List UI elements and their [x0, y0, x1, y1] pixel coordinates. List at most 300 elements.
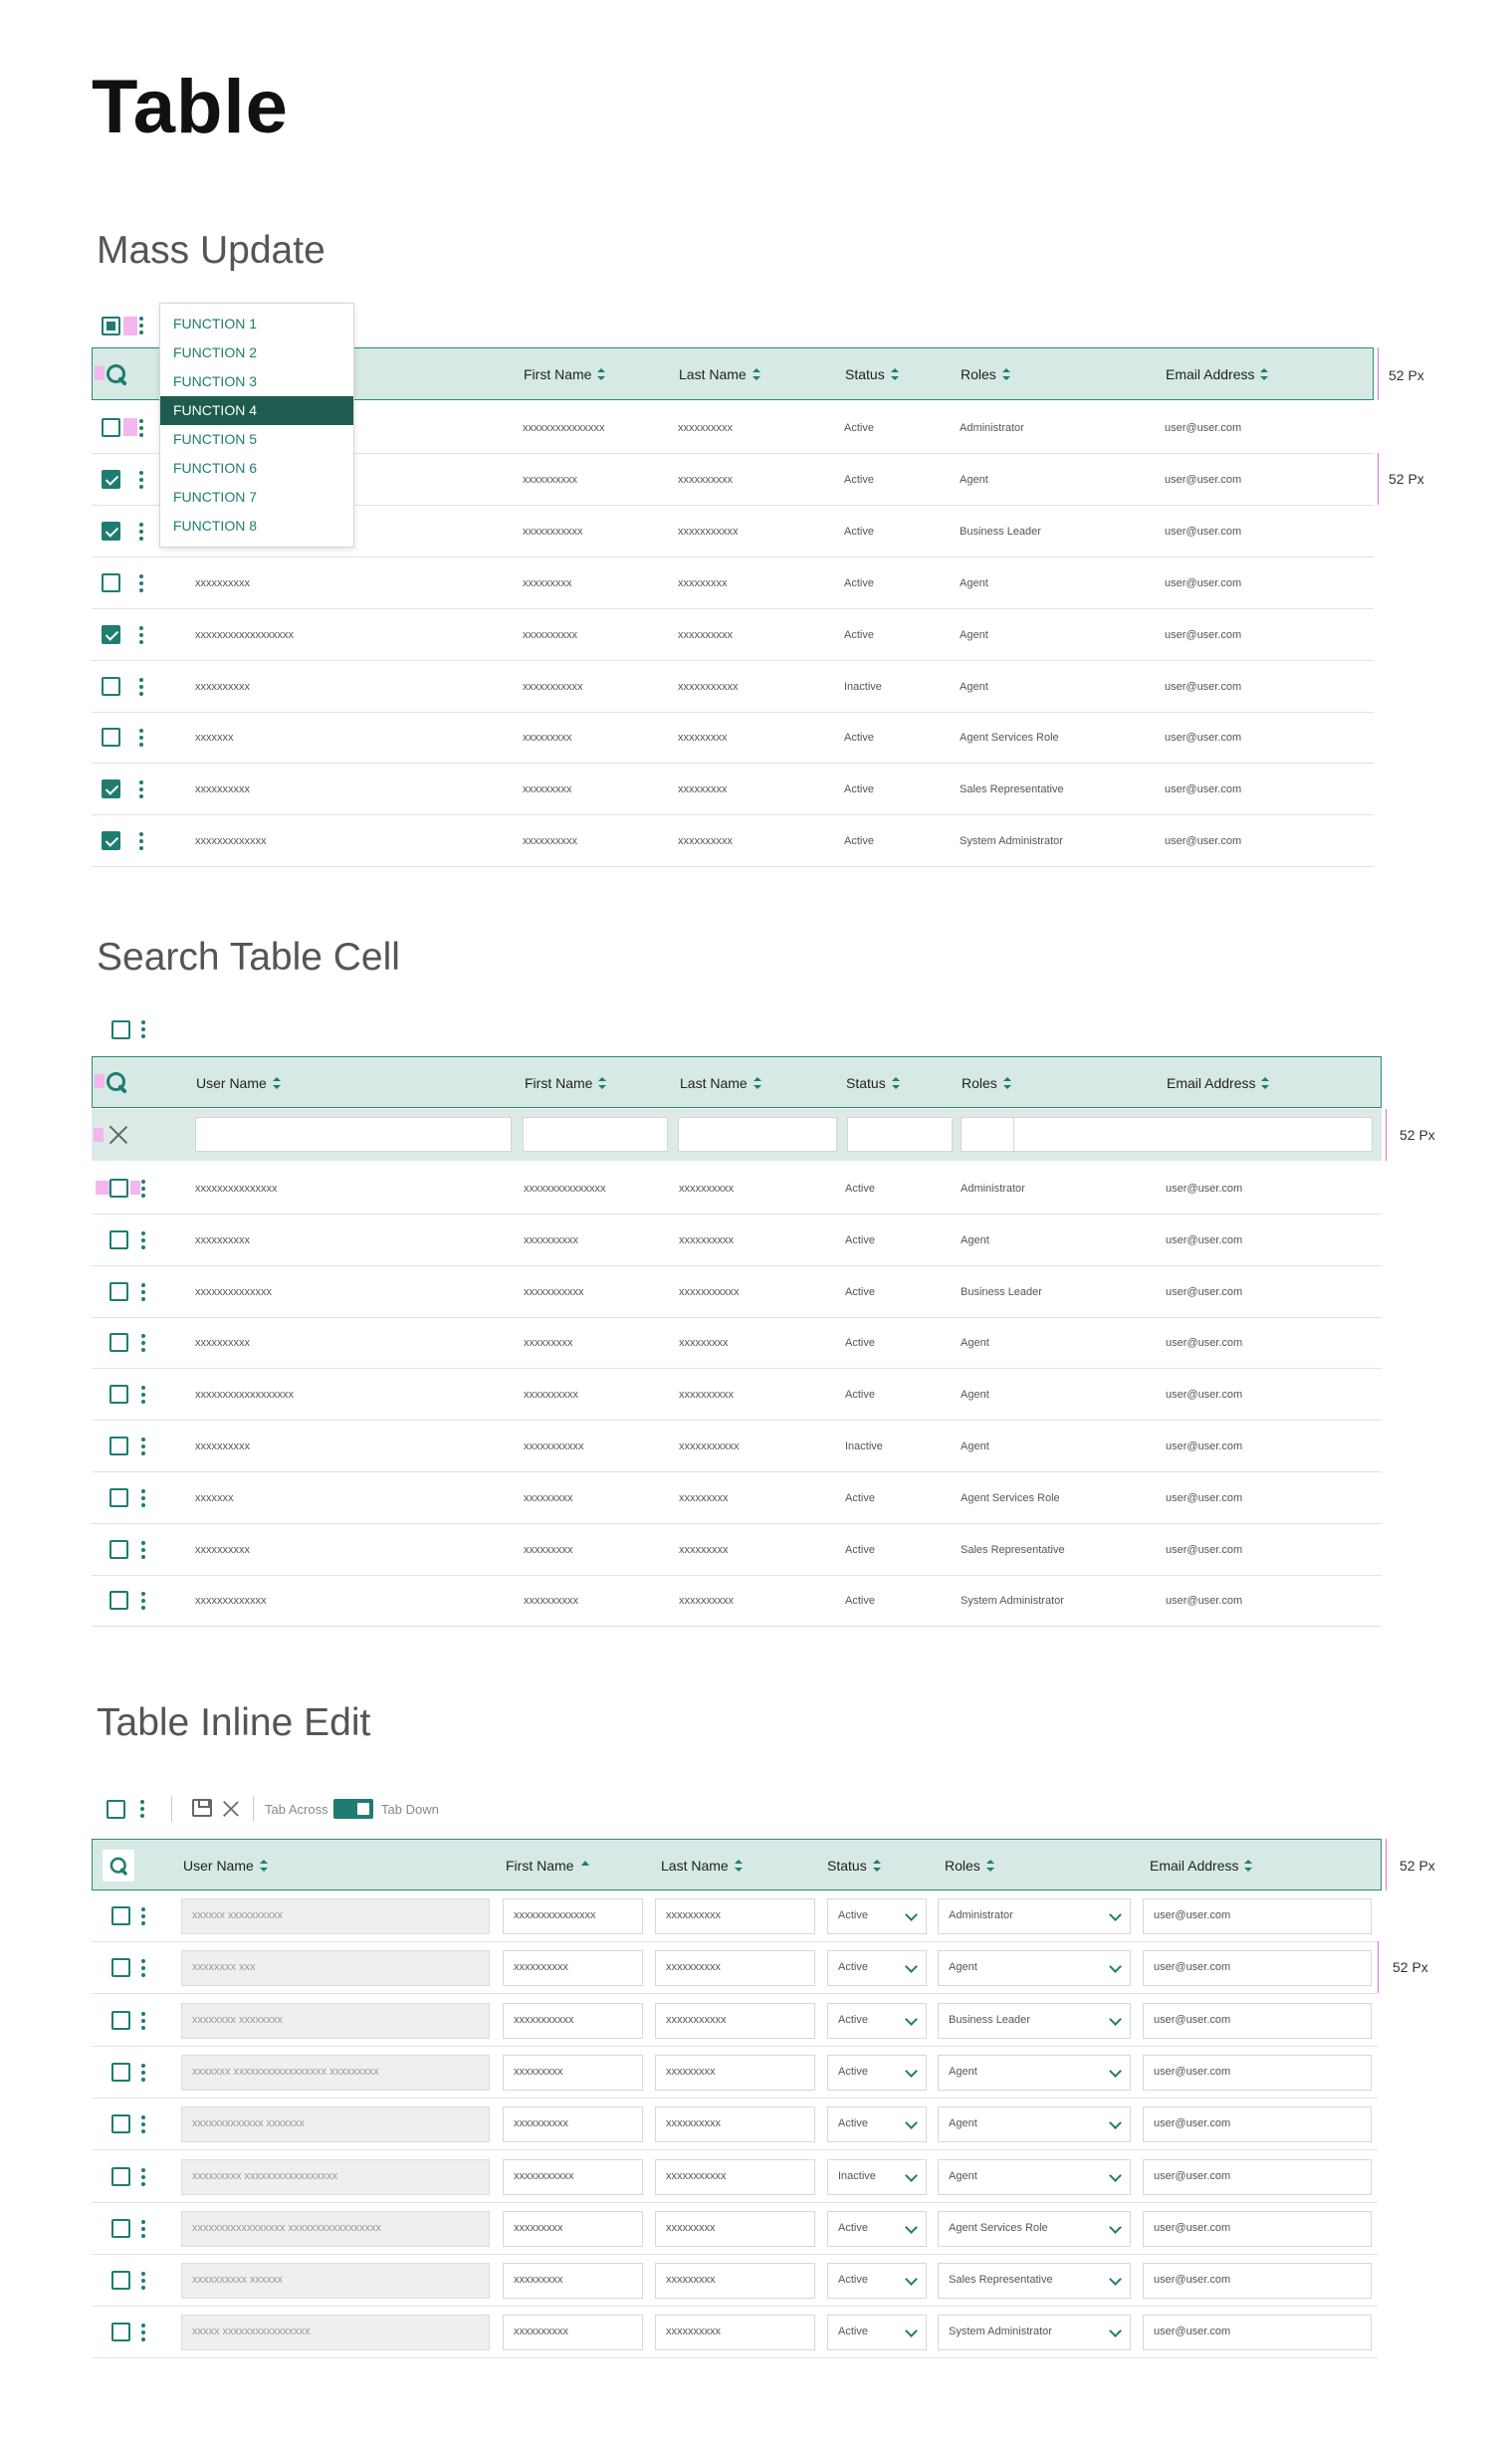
- tab-direction-toggle[interactable]: [333, 1799, 373, 1819]
- col-header-last-name[interactable]: Last Name: [680, 1075, 761, 1091]
- menu-item-function-4[interactable]: FUNCTION 4: [160, 396, 353, 425]
- dimension-marker: [1378, 453, 1379, 505]
- cell-role: Agent: [961, 1389, 989, 1401]
- chevron-down-icon: [906, 2327, 917, 2337]
- cell-role: Agent: [960, 474, 988, 486]
- row-actions-icon[interactable]: [141, 1438, 145, 1455]
- input-user-name: xxxxxxxxxxxxxxxxx xxxxxxxxxxxxxxxxx: [181, 2211, 490, 2247]
- toolbar-divider: [171, 1796, 172, 1822]
- dimension-marker: [1386, 1839, 1387, 1890]
- tab-across-label: Tab Across: [265, 1802, 328, 1817]
- row-actions-icon[interactable]: [141, 2272, 145, 2290]
- search-table-header: [92, 1056, 1382, 1108]
- filter-input-last-name[interactable]: [678, 1117, 837, 1152]
- row-checkbox[interactable]: [111, 2219, 130, 2238]
- row-actions-icon[interactable]: [141, 1231, 145, 1249]
- select-status[interactable]: [827, 2055, 927, 2091]
- select-role[interactable]: [938, 2263, 1131, 2299]
- input-email[interactable]: user@user.com: [1143, 2211, 1372, 2247]
- input-user-name: xxxxxxx xxxxxxxxxxxxxxxxx xxxxxxxxx: [181, 2055, 490, 2091]
- chevron-down-icon: [1110, 2275, 1121, 2286]
- filter-input-status[interactable]: [847, 1117, 953, 1152]
- sort-icon: [597, 368, 605, 380]
- input-first-name[interactable]: xxxxxxxxx: [503, 2211, 643, 2247]
- col-header-roles[interactable]: Roles: [945, 1858, 994, 1874]
- row-actions-icon[interactable]: [139, 419, 143, 437]
- search-icon: [110, 1858, 129, 1877]
- cell-last-name: xxxxxxxxx: [678, 783, 728, 795]
- row-checkbox[interactable]: [109, 1230, 128, 1249]
- row-actions-icon[interactable]: [139, 832, 143, 850]
- select-status[interactable]: [827, 2263, 927, 2299]
- menu-item-function-3[interactable]: FUNCTION 3: [173, 373, 257, 389]
- row-actions-icon[interactable]: [139, 626, 143, 644]
- select-status-value: Active: [838, 2014, 868, 2026]
- col-header-status[interactable]: Status: [846, 1075, 900, 1091]
- select-role-value: Sales Representative: [949, 2274, 1053, 2286]
- col-header-email[interactable]: Email Address: [1166, 366, 1268, 382]
- search-icon[interactable]: [107, 1072, 128, 1094]
- sort-icon: [1261, 1077, 1269, 1089]
- input-last-name[interactable]: xxxxxxxxxxx: [655, 2159, 815, 2195]
- cell-role: Administrator: [960, 422, 1024, 434]
- col-header-first-name[interactable]: First Name: [506, 1858, 589, 1874]
- select-status[interactable]: [827, 2107, 927, 2142]
- input-email[interactable]: user@user.com: [1143, 2107, 1372, 2142]
- cell-last-name: xxxxxxxxx: [679, 1544, 729, 1556]
- row-checkbox[interactable]: [111, 2271, 130, 2290]
- cell-email: user@user.com: [1166, 1595, 1243, 1607]
- input-last-name[interactable]: xxxxxxxxx: [655, 2211, 815, 2247]
- cell-user-name: xxxxxxxxxx: [195, 681, 250, 693]
- select-role-value: Agent: [949, 1961, 977, 1973]
- input-last-name[interactable]: xxxxxxxxxx: [655, 2315, 815, 2350]
- cell-first-name: xxxxxxxxxx: [524, 1595, 578, 1607]
- cell-status: Active: [845, 1337, 875, 1349]
- spacing-marker: [95, 1074, 105, 1088]
- chevron-down-icon: [1110, 1962, 1121, 1973]
- input-email[interactable]: user@user.com: [1143, 2003, 1372, 2039]
- sort-icon: [735, 1860, 743, 1872]
- col-header-first-name[interactable]: First Name: [525, 1075, 606, 1091]
- sort-icon: [260, 1860, 268, 1872]
- cell-status: Active: [845, 1389, 875, 1401]
- col-header-last-name[interactable]: Last Name: [679, 366, 760, 382]
- sort-icon: [273, 1077, 281, 1089]
- cell-email: user@user.com: [1165, 681, 1242, 693]
- select-all-checkbox[interactable]: [111, 1020, 130, 1039]
- row-checkbox[interactable]: [111, 2063, 130, 2082]
- mass-actions-menu-icon[interactable]: [139, 317, 143, 334]
- row-actions-icon[interactable]: [139, 574, 143, 592]
- filter-input-roles[interactable]: [961, 1117, 1014, 1152]
- cell-status: Active: [845, 1183, 875, 1195]
- row-checkbox[interactable]: [109, 1385, 128, 1404]
- cell-status: Active: [844, 422, 874, 434]
- chevron-down-icon: [906, 2223, 917, 2234]
- cell-first-name: xxxxxxxxxx: [523, 474, 577, 486]
- chevron-down-icon: [906, 2067, 917, 2078]
- input-user-name: xxxxxx xxxxxxxxxx: [181, 1898, 490, 1934]
- select-status-value: Active: [838, 1909, 868, 1921]
- row-checkbox[interactable]: [109, 1179, 128, 1198]
- cell-user-name: xxxxxxxxxx: [195, 577, 250, 589]
- sort-icon: [1244, 1860, 1252, 1872]
- row-actions-icon[interactable]: [141, 1180, 145, 1198]
- cell-status: Active: [844, 732, 874, 744]
- select-role[interactable]: [938, 2211, 1131, 2247]
- dimension-label: 52 Px: [1389, 367, 1424, 383]
- select-role[interactable]: [938, 1898, 1131, 1934]
- row-checkbox[interactable]: [102, 779, 120, 798]
- input-first-name[interactable]: xxxxxxxxx: [503, 2263, 643, 2299]
- cell-status: Active: [845, 1492, 875, 1504]
- col-header-user-name[interactable]: User Name: [183, 1858, 268, 1874]
- input-email[interactable]: user@user.com: [1143, 2263, 1372, 2299]
- input-user-name: xxxxxxxx xxxxxxxx: [181, 2003, 490, 2039]
- row-divider: [92, 866, 1374, 867]
- chevron-down-icon: [1110, 2327, 1121, 2337]
- spacing-marker: [123, 317, 137, 335]
- chevron-down-icon: [1110, 2171, 1121, 2182]
- cell-user-name: xxxxxxxxxxxxx: [195, 1595, 267, 1607]
- select-status[interactable]: [827, 2159, 927, 2195]
- select-status[interactable]: [827, 1898, 927, 1934]
- cell-status: Active: [844, 629, 874, 641]
- cell-email: user@user.com: [1166, 1441, 1243, 1452]
- cell-email: user@user.com: [1165, 577, 1242, 589]
- select-status-value: Active: [838, 2117, 868, 2129]
- cell-last-name: xxxxxxxxx: [678, 732, 728, 744]
- select-status[interactable]: [827, 1950, 927, 1986]
- row-actions-icon[interactable]: [141, 1334, 145, 1352]
- save-icon[interactable]: [192, 1799, 212, 1817]
- menu-item-function-7[interactable]: FUNCTION 7: [173, 489, 257, 505]
- cell-last-name: xxxxxxxxxx: [679, 1183, 734, 1195]
- row-actions-icon[interactable]: [141, 1489, 145, 1507]
- cell-status: Active: [845, 1286, 875, 1298]
- cell-user-name: xxxxxxxxxxxxxx: [195, 1286, 272, 1298]
- page-title: Table: [92, 65, 289, 149]
- cell-role: Sales Representative: [961, 1544, 1065, 1556]
- cell-last-name: xxxxxxxxxx: [678, 629, 733, 641]
- row-actions-icon[interactable]: [141, 1907, 145, 1925]
- cell-first-name: xxxxxxxxxxx: [524, 1441, 584, 1452]
- row-checkbox[interactable]: [102, 677, 120, 696]
- cell-status: Inactive: [845, 1441, 883, 1452]
- row-actions-icon[interactable]: [139, 780, 143, 798]
- row-actions-icon[interactable]: [139, 471, 143, 489]
- input-last-name[interactable]: xxxxxxxxxx: [655, 2107, 815, 2142]
- cell-role: Agent: [961, 1441, 989, 1452]
- select-role[interactable]: [938, 1950, 1131, 1986]
- chevron-down-icon: [1110, 1910, 1121, 1921]
- input-last-name[interactable]: xxxxxxxxx: [655, 2055, 815, 2091]
- select-role[interactable]: [938, 2055, 1131, 2091]
- row-actions-icon[interactable]: [141, 1541, 145, 1559]
- cell-role: Agent: [961, 1337, 989, 1349]
- cell-email: user@user.com: [1165, 474, 1242, 486]
- cell-status: Inactive: [844, 681, 882, 693]
- sort-icon: [1002, 368, 1010, 380]
- cell-role: Business Leader: [961, 1286, 1042, 1298]
- spacing-marker: [130, 1181, 140, 1195]
- cell-last-name: xxxxxxxxxx: [679, 1234, 734, 1246]
- select-role[interactable]: [938, 2315, 1131, 2350]
- cell-status: Active: [844, 474, 874, 486]
- col-header-last-name[interactable]: Last Name: [661, 1858, 743, 1874]
- filter-input-first-name[interactable]: [523, 1117, 668, 1152]
- input-user-name: xxxxxxxxxxxxx xxxxxxx: [181, 2107, 490, 2142]
- row-checkbox[interactable]: [109, 1333, 128, 1352]
- row-checkbox[interactable]: [102, 573, 120, 592]
- input-first-name[interactable]: xxxxxxxxxxxxxxx: [503, 1898, 643, 1934]
- cell-status: Active: [844, 783, 874, 795]
- input-last-name[interactable]: xxxxxxxxxx: [655, 1950, 815, 1986]
- row-checkbox[interactable]: [109, 1282, 128, 1301]
- cell-first-name: xxxxxxxxxx: [523, 835, 577, 847]
- cell-status: Active: [844, 577, 874, 589]
- table-actions-menu-icon[interactable]: [140, 1800, 144, 1818]
- cell-first-name: xxxxxxxxx: [524, 1492, 573, 1504]
- select-role-value: Administrator: [949, 1909, 1013, 1921]
- select-role-value: Agent Services Role: [949, 2222, 1048, 2234]
- row-actions-icon[interactable]: [141, 2220, 145, 2238]
- dimension-marker: [1386, 1109, 1387, 1161]
- row-checkbox[interactable]: [102, 728, 120, 747]
- dimension-label: 52 Px: [1400, 1127, 1435, 1143]
- dimension-label: 52 Px: [1389, 471, 1424, 487]
- cell-email: user@user.com: [1165, 422, 1242, 434]
- row-checkbox[interactable]: [109, 1540, 128, 1559]
- select-role-value: Agent: [949, 2066, 977, 2078]
- input-email[interactable]: user@user.com: [1143, 2055, 1372, 2091]
- cell-role: System Administrator: [960, 835, 1063, 847]
- cell-email: user@user.com: [1165, 526, 1242, 538]
- input-last-name[interactable]: xxxxxxxxxxx: [655, 2003, 815, 2039]
- col-header-status[interactable]: Status: [845, 366, 899, 382]
- cell-status: Active: [844, 526, 874, 538]
- chevron-down-icon: [906, 1910, 917, 1921]
- select-status[interactable]: [827, 2003, 927, 2039]
- cell-role: Business Leader: [960, 526, 1041, 538]
- cell-first-name: xxxxxxxxxx: [524, 1234, 578, 1246]
- cell-email: user@user.com: [1165, 732, 1242, 744]
- cell-last-name: xxxxxxxxx: [678, 577, 728, 589]
- menu-item-function-8[interactable]: FUNCTION 8: [173, 518, 257, 534]
- input-last-name[interactable]: xxxxxxxxx: [655, 2263, 815, 2299]
- col-header-first-name[interactable]: First Name: [524, 366, 605, 382]
- row-checkbox[interactable]: [109, 1437, 128, 1455]
- cell-first-name: xxxxxxxxxxx: [523, 526, 583, 538]
- select-status[interactable]: [827, 2211, 927, 2247]
- row-checkbox[interactable]: [102, 831, 120, 850]
- col-header-roles[interactable]: Roles: [961, 366, 1010, 382]
- cell-email: user@user.com: [1165, 835, 1242, 847]
- row-actions-icon[interactable]: [141, 2064, 145, 2082]
- row-actions-icon[interactable]: [139, 678, 143, 696]
- input-email[interactable]: user@user.com: [1143, 2159, 1372, 2195]
- col-header-status[interactable]: Status: [827, 1858, 881, 1874]
- sort-icon: [892, 1077, 900, 1089]
- sort-icon: [891, 368, 899, 380]
- col-header-roles[interactable]: Roles: [962, 1075, 1011, 1091]
- row-actions-icon[interactable]: [141, 2115, 145, 2133]
- col-header-user-name[interactable]: User Name: [196, 1075, 281, 1091]
- row-checkbox[interactable]: [102, 522, 120, 541]
- row-actions-icon[interactable]: [141, 2168, 145, 2186]
- cell-user-name: xxxxxxxxxxxxxxx: [195, 1183, 278, 1195]
- cell-email: user@user.com: [1166, 1337, 1243, 1349]
- cell-email: user@user.com: [1166, 1544, 1243, 1556]
- cell-first-name: xxxxxxxxxx: [523, 629, 577, 641]
- row-checkbox[interactable]: [111, 2114, 130, 2133]
- input-first-name[interactable]: xxxxxxxxx: [503, 2055, 643, 2091]
- select-status-value: Active: [838, 2066, 868, 2078]
- input-user-name: xxxxxxxx xxx: [181, 1950, 490, 1986]
- row-actions-icon[interactable]: [141, 1959, 145, 1977]
- row-actions-icon[interactable]: [141, 1283, 145, 1301]
- sort-icon: [986, 1860, 994, 1872]
- col-header-email[interactable]: Email Address: [1167, 1075, 1269, 1091]
- cell-first-name: xxxxxxxxxxx: [524, 1286, 584, 1298]
- section-title-table-inline-edit: Table Inline Edit: [97, 1701, 371, 1744]
- menu-item-function-2[interactable]: FUNCTION 2: [173, 344, 257, 360]
- select-status-value: Active: [838, 2326, 868, 2337]
- row-checkbox[interactable]: [111, 1958, 130, 1977]
- cell-last-name: xxxxxxxxx: [679, 1492, 729, 1504]
- cell-last-name: xxxxxxxxxx: [679, 1389, 734, 1401]
- cell-role: System Administrator: [961, 1595, 1064, 1607]
- spacing-marker: [96, 1181, 109, 1195]
- cell-first-name: xxxxxxxxx: [524, 1544, 573, 1556]
- input-first-name[interactable]: xxxxxxxxxx: [503, 2107, 643, 2142]
- toolbar-divider: [253, 1796, 254, 1822]
- cell-email: user@user.com: [1165, 783, 1242, 795]
- dimension-marker: [1378, 347, 1379, 400]
- function-menu: [159, 303, 354, 548]
- select-role-value: System Administrator: [949, 2326, 1052, 2337]
- row-actions-icon[interactable]: [141, 2324, 145, 2341]
- row-actions-icon[interactable]: [141, 2012, 145, 2030]
- menu-item-function-5[interactable]: FUNCTION 5: [173, 431, 257, 447]
- row-divider: [92, 1993, 1378, 1994]
- cancel-icon[interactable]: [223, 1801, 240, 1818]
- clear-filter-icon[interactable]: [108, 1125, 128, 1145]
- spacing-marker: [94, 1128, 104, 1142]
- cell-role: Agent Services Role: [961, 1492, 1060, 1504]
- row-actions-icon[interactable]: [141, 1592, 145, 1610]
- cell-first-name: xxxxxxxxx: [524, 1337, 573, 1349]
- input-last-name[interactable]: xxxxxxxxxx: [655, 1898, 815, 1934]
- row-divider: [92, 2149, 1378, 2150]
- row-checkbox[interactable]: [111, 2323, 130, 2341]
- tab-down-label: Tab Down: [381, 1802, 439, 1817]
- chevron-down-icon: [906, 2118, 917, 2129]
- cell-last-name: xxxxxxxxxxx: [678, 681, 739, 693]
- filter-input-email[interactable]: [1013, 1117, 1373, 1152]
- dimension-label: 52 Px: [1400, 1858, 1435, 1874]
- cell-user-name: xxxxxxx: [195, 732, 234, 744]
- row-checkbox[interactable]: [102, 625, 120, 644]
- cell-role: Agent: [961, 1234, 989, 1246]
- cell-status: Active: [845, 1595, 875, 1607]
- select-status[interactable]: [827, 2315, 927, 2350]
- row-checkbox[interactable]: [111, 2167, 130, 2186]
- cell-last-name: xxxxxxxxxxx: [678, 526, 739, 538]
- cell-email: user@user.com: [1166, 1492, 1243, 1504]
- cell-user-name: xxxxxxxxxx: [195, 1337, 250, 1349]
- input-first-name[interactable]: xxxxxxxxxx: [503, 1950, 643, 1986]
- filter-input-user-name[interactable]: [195, 1117, 512, 1152]
- select-all-checkbox[interactable]: [102, 317, 120, 335]
- row-actions-icon[interactable]: [139, 523, 143, 541]
- chevron-down-icon: [1110, 2067, 1121, 2078]
- cell-user-name: xxxxxxxxxxxxx: [195, 835, 267, 847]
- cell-first-name: xxxxxxxxx: [523, 732, 572, 744]
- select-role[interactable]: [938, 2003, 1131, 2039]
- input-email[interactable]: user@user.com: [1143, 2315, 1372, 2350]
- cell-email: user@user.com: [1166, 1286, 1243, 1298]
- select-role[interactable]: [938, 2159, 1131, 2195]
- row-divider: [92, 1626, 1382, 1627]
- sort-icon: [1003, 1077, 1011, 1089]
- input-first-name[interactable]: xxxxxxxxxxx: [503, 2159, 643, 2195]
- menu-item-function-1[interactable]: FUNCTION 1: [173, 316, 257, 332]
- col-header-email[interactable]: Email Address: [1150, 1858, 1252, 1874]
- cell-role: Agent Services Role: [960, 732, 1059, 744]
- row-checkbox[interactable]: [102, 470, 120, 489]
- cell-first-name: xxxxxxxxx: [523, 783, 572, 795]
- select-all-checkbox[interactable]: [107, 1800, 125, 1819]
- input-first-name[interactable]: xxxxxxxxxxx: [503, 2003, 643, 2039]
- select-status-value: Active: [838, 1961, 868, 1973]
- row-checkbox[interactable]: [109, 1488, 128, 1507]
- chevron-down-icon: [1110, 2118, 1121, 2129]
- table-actions-menu-icon[interactable]: [141, 1020, 145, 1038]
- row-checkbox[interactable]: [111, 1906, 130, 1925]
- cell-role: Administrator: [961, 1183, 1025, 1195]
- chevron-down-icon: [906, 2171, 917, 2182]
- search-icon[interactable]: [107, 364, 128, 386]
- row-checkbox[interactable]: [109, 1591, 128, 1610]
- cell-role: Agent: [960, 681, 988, 693]
- select-role-value: Agent: [949, 2117, 977, 2129]
- menu-item-function-6[interactable]: FUNCTION 6: [173, 460, 257, 476]
- input-email[interactable]: user@user.com: [1143, 1898, 1372, 1934]
- input-first-name[interactable]: xxxxxxxxxx: [503, 2315, 643, 2350]
- input-user-name: xxxxxxxxx xxxxxxxxxxxxxxxxx: [181, 2159, 490, 2195]
- cell-last-name: xxxxxxxxxxx: [679, 1441, 740, 1452]
- select-role[interactable]: [938, 2107, 1131, 2142]
- select-role-value: Business Leader: [949, 2014, 1030, 2026]
- cell-user-name: xxxxxxx: [195, 1492, 234, 1504]
- input-email[interactable]: user@user.com: [1143, 1950, 1372, 1986]
- spacing-marker: [95, 366, 105, 380]
- row-checkbox[interactable]: [111, 2011, 130, 2030]
- sort-icon: [754, 1077, 761, 1089]
- input-user-name: xxxxxxxxxx xxxxxx: [181, 2263, 490, 2299]
- select-status-value: Active: [838, 2222, 868, 2234]
- filter-row: [92, 1109, 1382, 1161]
- search-button[interactable]: [103, 1850, 134, 1882]
- cell-user-name: xxxxxxxxxx: [195, 783, 250, 795]
- row-checkbox[interactable]: [102, 418, 120, 437]
- cell-last-name: xxxxxxxxxxx: [679, 1286, 740, 1298]
- row-actions-icon[interactable]: [141, 1386, 145, 1404]
- row-actions-icon[interactable]: [139, 729, 143, 747]
- cell-user-name: xxxxxxxxxx: [195, 1441, 250, 1452]
